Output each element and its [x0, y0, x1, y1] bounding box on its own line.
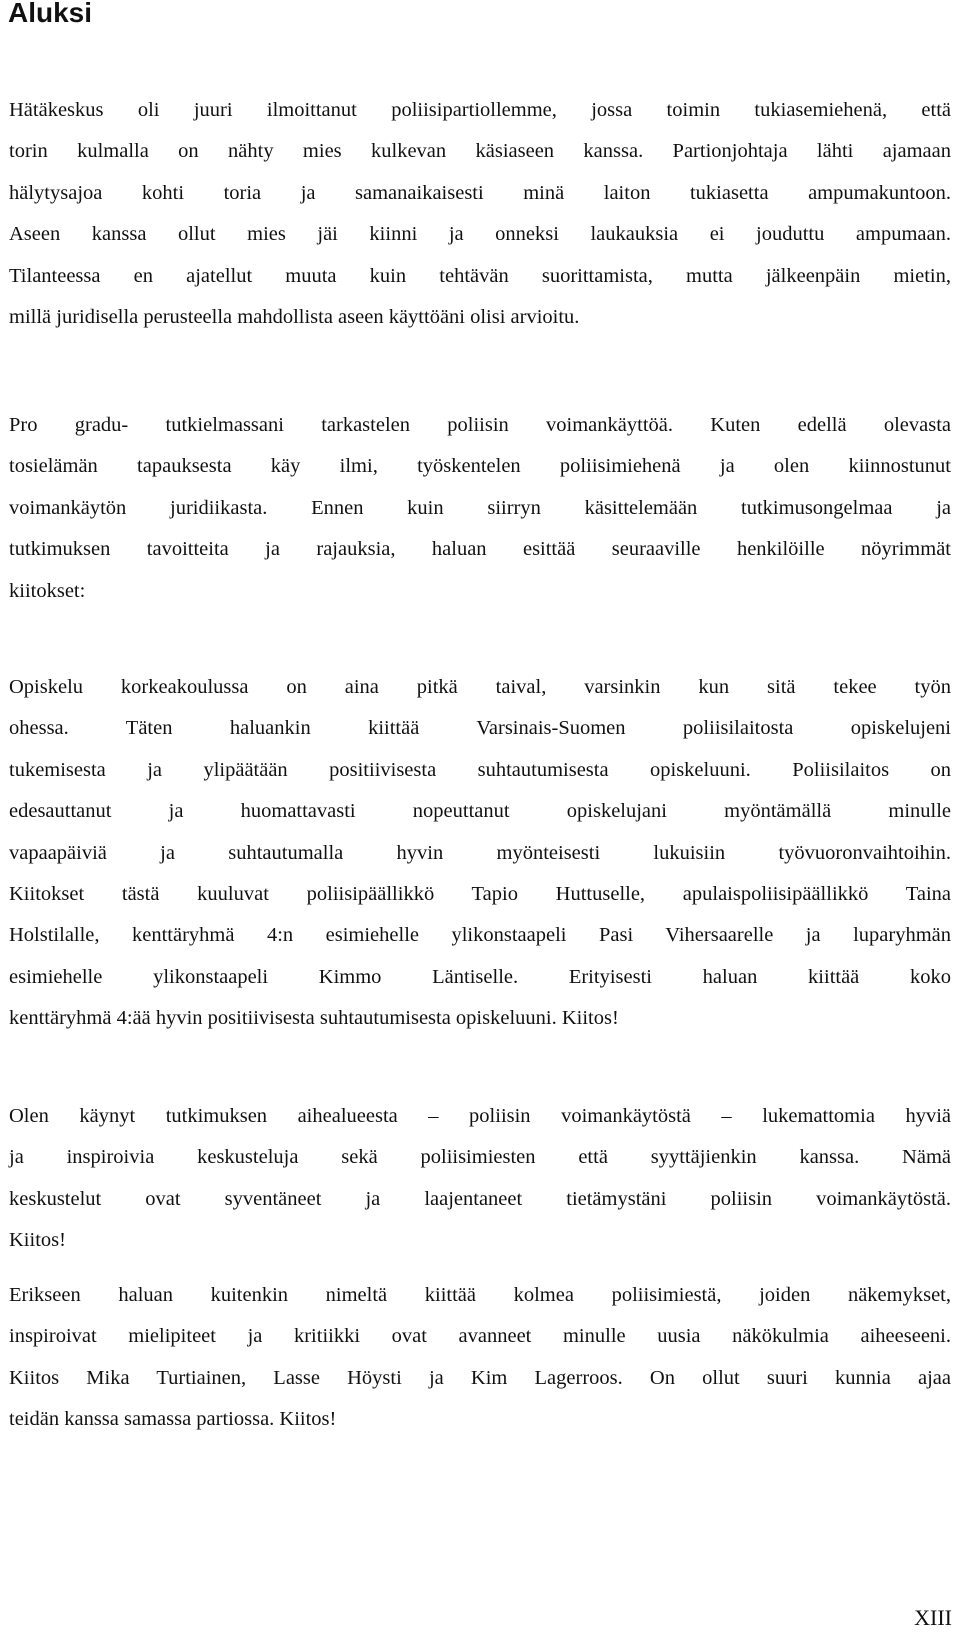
- text-line: esimiehelle ylikonstaapeli Kimmo Läntiselle. Erityisesti haluan kiittää koko: [9, 965, 951, 988]
- text-line: Hätäkeskus oli juuri ilmoittanut poliisipartiollemme, jossa toimin tukiasemiehenä, että: [9, 99, 951, 121]
- text-line: Erikseen haluan kuitenkin nimeltä kiittää kolmea poliisimiestä, joiden näkemykset,: [9, 1284, 951, 1306]
- paragraph-thesis-topic: [9, 405, 951, 612]
- text-line: Holstilalle, kenttäryhmä 4:n esimiehelle ylikonstaapeli Pasi Vihersaarelle ja luparyhmän: [9, 924, 951, 947]
- text-line: millä juridisella perusteella mahdollista aseen käyttöäni olisi arvioitu.: [9, 306, 580, 329]
- paragraph-named-thanks: [9, 1275, 951, 1441]
- text-line: Kiitokset tästä kuuluvat poliisipäällikkö Tapio Huttuselle, apulaispoliisipäällikkö Taina: [9, 883, 951, 906]
- text-line: Olen käynyt tutkimuksen aihealueesta – poliisin voimankäytöstä – lukemattomia hyviä: [9, 1105, 951, 1127]
- text-line: edesauttanut ja huomattavasti nopeuttanut opiskelujani myöntämällä minulle: [9, 800, 951, 823]
- text-line: teidän kanssa samassa partiossa. Kiitos!: [9, 1408, 337, 1431]
- text-line: Pro gradu- tutkielmassani tarkastelen poliisin voimankäyttöä. Kuten edellä olevasta: [9, 414, 951, 436]
- text-line: tukemisesta ja ylipäätään positiivisesta suhtautumisesta opiskeluuni. Poliisilaitos on: [9, 758, 951, 781]
- text-line: Kiitos!: [9, 1229, 66, 1252]
- page-number: XIII: [914, 1605, 952, 1630]
- text-line: tosielämän tapauksesta käy ilmi, työskentelen poliisimiehenä ja olen kiinnostunut: [9, 455, 951, 478]
- text-line: Aseen kanssa ollut mies jäi kiinni ja onneksi laukauksia ei jouduttu ampumaan.: [9, 223, 951, 246]
- text-line: ohessa. Täten haluankin kiittää Varsinais-Suomen poliisilaitosta opiskelujeni: [9, 717, 951, 740]
- text-line: kiitokset:: [9, 579, 86, 602]
- text-line: hälytysajoa kohti toria ja samanaikaisesti minä laiton tukiasetta ampumakuntoon.: [9, 181, 951, 204]
- text-line: Kiitos Mika Turtiainen, Lasse Höysti ja Kim Lagerroos. On ollut suuri kunnia ajaa: [9, 1366, 951, 1389]
- text-line: keskustelut ovat syventäneet ja laajentaneet tietämystäni poliisin voimankäytöstä.: [9, 1187, 951, 1210]
- text-line: Opiskelu korkeakoulussa on aina pitkä taival, varsinkin kun sitä tekee työn: [9, 676, 951, 698]
- text-line: vapaapäiviä ja suhtautumalla hyvin myönteisesti lukuisiin työvuoronvaihtoihin.: [9, 841, 951, 864]
- text-line: voimankäytön juridiikasta. Ennen kuin siirryn käsittelemään tutkimusongelmaa ja: [9, 496, 951, 519]
- text-line: ja inspiroivia keskusteluja sekä poliisimiesten että syyttäjienkin kanssa. Nämä: [9, 1146, 951, 1169]
- page-title: Aluksi: [8, 0, 93, 28]
- paragraph-intro-story: [9, 90, 951, 338]
- text-line: inspiroivat mielipiteet ja kritiikki ovat avanneet minulle uusia näkökulmia aiheeseeni.: [9, 1325, 951, 1348]
- paragraph-department-thanks: [9, 667, 951, 1040]
- text-line: tutkimuksen tavoitteita ja rajauksia, haluan esittää seuraaville henkilöille nöyrimmät: [9, 538, 951, 561]
- text-line: torin kulmalla on nähty mies kulkevan käsiaseen kanssa. Partionjohtaja lähti ajamaan: [9, 140, 951, 163]
- text-line: Tilanteessa en ajatellut muuta kuin tehtävän suorittamista, mutta jälkeenpäin mietin,: [9, 264, 951, 287]
- text-line: kenttäryhmä 4:ää hyvin positiivisesta suhtautumisesta opiskeluuni. Kiitos!: [9, 1007, 619, 1030]
- paragraph-discussion-thanks: [9, 1096, 951, 1262]
